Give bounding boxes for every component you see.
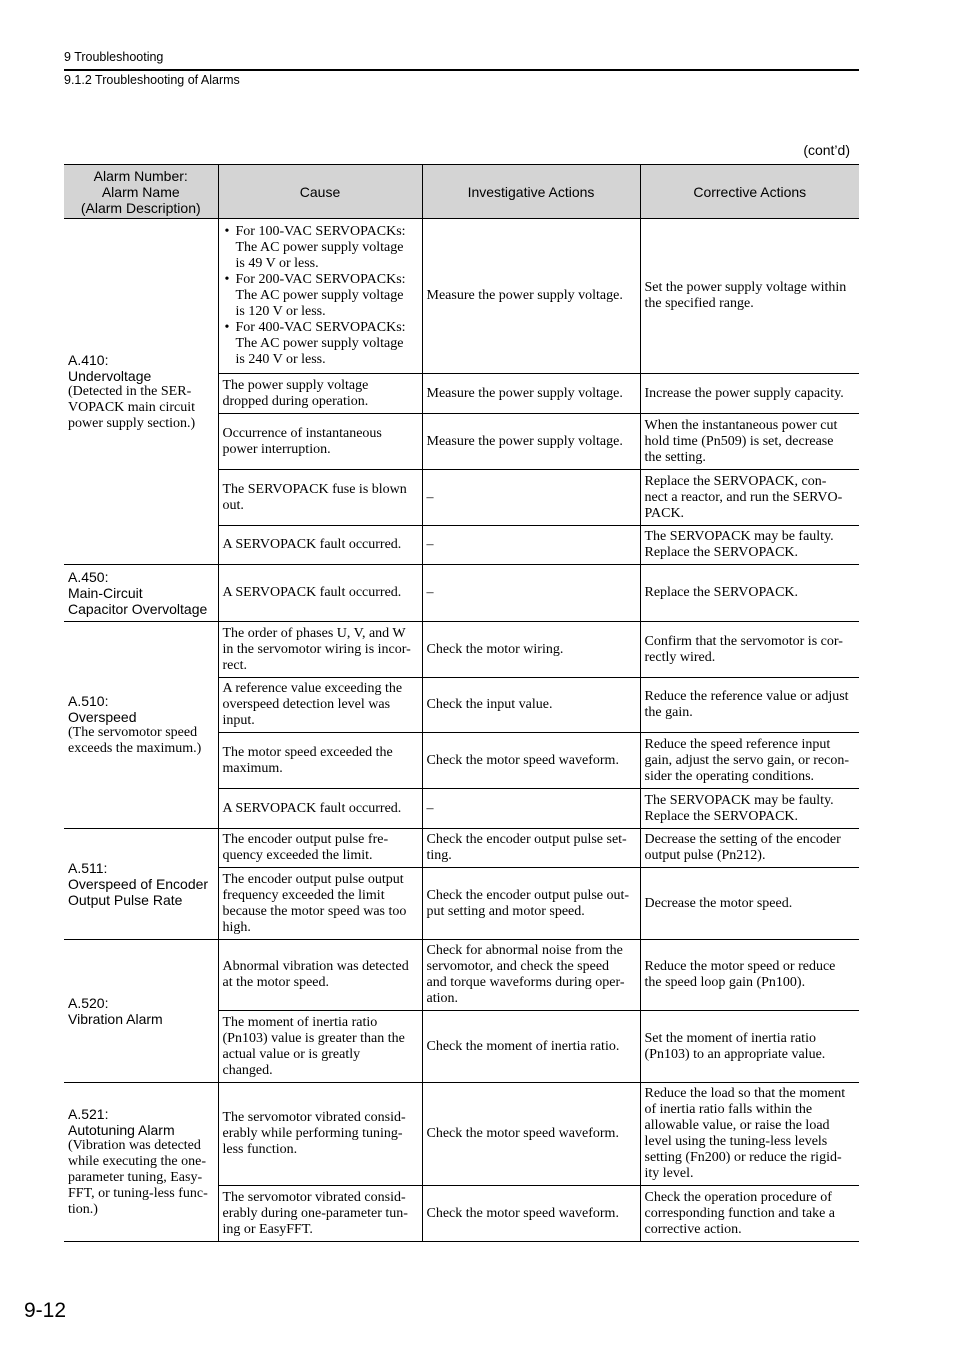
corrective-cell: Confirm that the servomotor is cor- rectly wired.: [640, 622, 859, 678]
cause-bullet-item: • For 200-VAC SERVOPACKs: The AC power supply voltage is 120 V or less.: [223, 272, 418, 320]
alarm-cell: [64, 622, 218, 829]
investigative-cell: Check the moment of inertia ratio.: [422, 1011, 640, 1083]
corrective-cell: Decrease the setting of the encoder output pulse (Pn212).: [640, 829, 859, 868]
corrective-cell: Replace the SERVOPACK, con- nect a reactor, and run the SERVO- PACK.: [640, 470, 859, 526]
table-row: [64, 940, 859, 1011]
corrective-cell: Set the power supply voltage within the specified range.: [640, 219, 859, 374]
cause-bullet-item: • For 400-VAC SERVOPACKs: The AC power supply voltage is 240 V or less.: [223, 320, 418, 368]
cause-cell: The power supply voltage dropped during operation.: [218, 374, 422, 414]
table-row: [64, 829, 859, 868]
alarm-description: (The servomotor speed exceeds the maximum.): [68, 725, 202, 756]
cause-cell: The order of phases U, V, and W in the servomotor wiring is incor- rect.: [218, 622, 422, 678]
section-header: 9.1.2 Troubleshooting of Alarms: [64, 73, 240, 87]
investigative-cell: Check for abnormal noise from the servomotor, and check the speed and torque waveforms during oper- ation.: [422, 940, 640, 1011]
corrective-cell: The SERVOPACK may be faulty. Replace the SERVOPACK.: [640, 789, 859, 829]
corrective-cell: Reduce the motor speed or reduce the speed loop gain (Pn100).: [640, 940, 859, 1011]
alarm-cell: [64, 219, 218, 565]
investigative-cell: –: [422, 470, 640, 526]
alarm-name: Overspeed of Encoder Output Pulse Rate: [68, 876, 209, 908]
corrective-cell: When the instantaneous power cut hold time (Pn509) is set, decrease the setting.: [640, 414, 859, 470]
table-row: [64, 219, 859, 374]
alarm-cell: [64, 1083, 218, 1242]
alarm-name: Vibration Alarm: [68, 1011, 163, 1027]
alarm-name: Overspeed: [68, 709, 137, 725]
cause-cell: The encoder output pulse fre- quency exceeded the limit.: [218, 829, 422, 868]
alarm-cell: [64, 565, 218, 622]
investigative-cell: Check the motor speed waveform.: [422, 733, 640, 789]
investigative-cell: Measure the power supply voltage.: [422, 219, 640, 374]
cause-cell: The encoder output pulse output frequency exceeded the limit because the motor speed was too high.: [218, 868, 422, 940]
alarm-description: (Vibration was detected while executing the one- parameter tuning, Easy- FFT, or tuning-less func- tion.): [68, 1138, 208, 1217]
investigative-cell: Check the input value.: [422, 678, 640, 733]
investigative-cell: Measure the power supply voltage.: [422, 414, 640, 470]
page-number: 9-12: [24, 1299, 67, 1322]
cause-cell: A SERVOPACK fault occurred.: [218, 789, 422, 829]
investigative-cell: Check the motor speed waveform.: [422, 1083, 640, 1186]
investigative-cell: Check the motor wiring.: [422, 622, 640, 678]
cause-cell: The moment of inertia ratio (Pn103) value is greater than the actual value or is greatly changed.: [218, 1011, 422, 1083]
cause-cell: The motor speed exceeded the maximum.: [218, 733, 422, 789]
investigative-cell: Check the encoder output pulse set- ting.: [422, 829, 640, 868]
corrective-cell: Replace the SERVOPACK.: [640, 565, 859, 622]
table-row: [64, 565, 859, 622]
cause-cell: Occurrence of instantaneous power interruption.: [218, 414, 422, 470]
cause-cell: The SERVOPACK fuse is blown out.: [218, 470, 422, 526]
table-header-row: [64, 165, 859, 219]
alarm-cell: [64, 829, 218, 940]
investigative-cell: –: [422, 526, 640, 565]
alarm-name: Undervoltage: [68, 367, 152, 384]
corrective-cell: The SERVOPACK may be faulty. Replace the SERVOPACK.: [640, 526, 859, 565]
alarm-name: Autotuning Alarm: [68, 1122, 175, 1138]
column-header-alarm: Alarm Number: Alarm Name (Alarm Description): [64, 165, 218, 219]
cause-cell: Abnormal vibration was detected at the motor speed.: [218, 940, 422, 1011]
column-header-corrective: Corrective Actions: [640, 165, 859, 219]
alarm-number: A.520:: [68, 995, 109, 1011]
alarm-description: (Detected in the SER- VOPACK main circuit power supply section.): [68, 383, 196, 431]
alarm-cell: [64, 940, 218, 1083]
cause-bullet-list: [223, 224, 418, 368]
continued-label: (cont’d): [803, 142, 850, 158]
investigative-cell: Check the encoder output pulse out- put setting and motor speed.: [422, 868, 640, 940]
cause-cell: A reference value exceeding the overspeed detection level was input.: [218, 678, 422, 733]
cause-cell: [218, 219, 422, 374]
alarm-number: A.511:: [68, 860, 108, 876]
table-row: [64, 622, 859, 678]
alarm-number: A.521:: [68, 1106, 109, 1122]
table-row: [64, 1083, 859, 1186]
corrective-cell: Check the operation procedure of corresponding function and take a corrective action.: [640, 1186, 859, 1242]
cause-bullet-item: • For 100-VAC SERVOPACKs: The AC power supply voltage is 49 V or less.: [223, 224, 418, 272]
alarm-number: A.450:: [68, 569, 109, 585]
cause-cell: A SERVOPACK fault occurred.: [218, 526, 422, 565]
header-rule: [64, 69, 859, 71]
corrective-cell: Reduce the load so that the moment of inertia ratio falls within the allowable value, or raise the load level using the tuning-less levels setting (Fn200) or reduce the rigid- ity level.: [640, 1083, 859, 1186]
alarm-number: A.410:: [68, 351, 109, 368]
investigative-cell: Check the motor speed waveform.: [422, 1186, 640, 1242]
corrective-cell: Reduce the speed reference input gain, adjust the servo gain, or recon- sider the operating conditions.: [640, 733, 859, 789]
cause-cell: The servomotor vibrated consid- erably while performing tuning- less function.: [218, 1083, 422, 1186]
investigative-cell: –: [422, 565, 640, 622]
corrective-cell: Decrease the motor speed.: [640, 868, 859, 940]
corrective-cell: Set the moment of inertia ratio (Pn103) to an appropriate value.: [640, 1011, 859, 1083]
alarm-name: Main-Circuit Capacitor Overvoltage: [68, 585, 208, 617]
column-header-investigative: Investigative Actions: [422, 165, 640, 219]
investigative-cell: –: [422, 789, 640, 829]
cause-cell: The servomotor vibrated consid- erably during one-parameter tun- ing or EasyFFT.: [218, 1186, 422, 1242]
investigative-cell: Measure the power supply voltage.: [422, 374, 640, 414]
corrective-cell: Increase the power supply capacity.: [640, 374, 859, 414]
alarm-table-body: [64, 219, 859, 1242]
corrective-cell: Reduce the reference value or adjust the gain.: [640, 678, 859, 733]
chapter-header: 9 Troubleshooting: [64, 50, 164, 64]
alarm-table: [64, 164, 859, 1242]
alarm-number: A.510:: [68, 693, 109, 709]
cause-cell: A SERVOPACK fault occurred.: [218, 565, 422, 622]
column-header-cause: Cause: [218, 165, 422, 219]
